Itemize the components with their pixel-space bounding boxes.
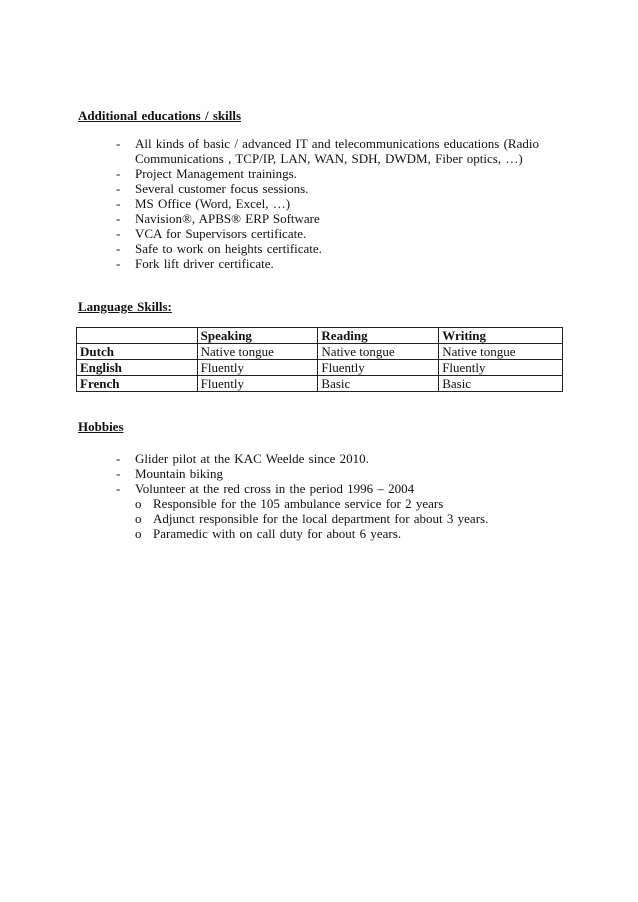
table-header-row	[77, 328, 563, 344]
list-item	[116, 181, 556, 196]
table-header-cell: Writing	[439, 328, 563, 344]
list-item-text: Mountain biking	[135, 466, 224, 481]
list-item-text: VCA for Supervisors certificate.	[135, 226, 307, 241]
list-item-text: Volunteer at the red cross in the period 1996 – 2004	[135, 481, 415, 496]
list-item-text: Safe to work on heights certificate.	[135, 241, 322, 256]
list-item	[116, 166, 556, 181]
table-header-cell	[77, 328, 198, 344]
education-heading: Additional educations / skills	[78, 108, 242, 123]
dash-icon: -	[116, 181, 121, 196]
dash-icon: -	[116, 211, 121, 226]
circle-bullet-icon: o	[135, 511, 142, 526]
list-item	[116, 256, 556, 271]
table-row-label: French	[77, 376, 198, 392]
list-item	[116, 196, 556, 211]
table-row-label: English	[77, 360, 198, 376]
volunteer-sub-list	[135, 496, 556, 541]
table-row	[77, 360, 563, 376]
list-item	[116, 136, 556, 166]
dash-icon: -	[116, 466, 121, 481]
table-header-cell: Speaking	[197, 328, 318, 344]
list-item	[116, 211, 556, 226]
circle-bullet-icon: o	[135, 496, 142, 511]
circle-bullet-icon: o	[135, 526, 142, 541]
sub-list-item	[135, 511, 556, 526]
sub-list-item	[135, 496, 556, 511]
sub-list-item-text: Paramedic with on call duty for about 6 years.	[153, 526, 402, 541]
table-cell: Fluently	[439, 360, 563, 376]
list-item-text: Glider pilot at the KAC Weelde since 2010.	[135, 451, 369, 466]
list-item-text: MS Office (Word, Excel, …)	[135, 196, 291, 211]
dash-icon: -	[116, 451, 121, 466]
table-cell: Basic	[318, 376, 439, 392]
list-item	[116, 241, 556, 256]
sub-list-item-text: Responsible for the 105 ambulance service for 2 years	[153, 496, 444, 511]
table-cell: Basic	[439, 376, 563, 392]
language-table	[76, 327, 563, 392]
dash-icon: -	[116, 256, 121, 271]
table-cell: Fluently	[318, 360, 439, 376]
education-list	[116, 136, 556, 271]
list-item-text: Fork lift driver certificate.	[135, 256, 274, 271]
table-cell: Native tongue	[318, 344, 439, 360]
table-row	[77, 376, 563, 392]
list-item	[116, 226, 556, 241]
dash-icon: -	[116, 481, 121, 496]
list-item-text: Project Management trainings.	[135, 166, 297, 181]
hobbies-heading: Hobbies	[78, 419, 124, 434]
dash-icon: -	[116, 196, 121, 211]
list-item-text: All kinds of basic / advanced IT and telecommunications educations (Radio Communications , TCP/IP, LAN, WAN, SDH, DWDM, Fiber optics, …)	[135, 136, 539, 166]
dash-icon: -	[116, 166, 121, 181]
list-item	[116, 451, 556, 466]
table-cell: Fluently	[197, 376, 318, 392]
hobbies-list	[116, 451, 556, 541]
list-item	[116, 466, 556, 481]
list-item-text: Several customer focus sessions.	[135, 181, 309, 196]
dash-icon: -	[116, 136, 121, 151]
table-header-cell: Reading	[318, 328, 439, 344]
sub-list-item	[135, 526, 556, 541]
table-cell: Fluently	[197, 360, 318, 376]
sub-list-item-text: Adjunct responsible for the local department for about 3 years.	[153, 511, 489, 526]
table-cell: Native tongue	[197, 344, 318, 360]
list-item	[116, 481, 556, 541]
table-row-label: Dutch	[77, 344, 198, 360]
dash-icon: -	[116, 226, 121, 241]
dash-icon: -	[116, 241, 121, 256]
table-row	[77, 344, 563, 360]
language-heading: Language Skills:	[78, 299, 172, 314]
table-cell: Native tongue	[439, 344, 563, 360]
list-item-text: Navision®, APBS® ERP Software	[135, 211, 320, 226]
